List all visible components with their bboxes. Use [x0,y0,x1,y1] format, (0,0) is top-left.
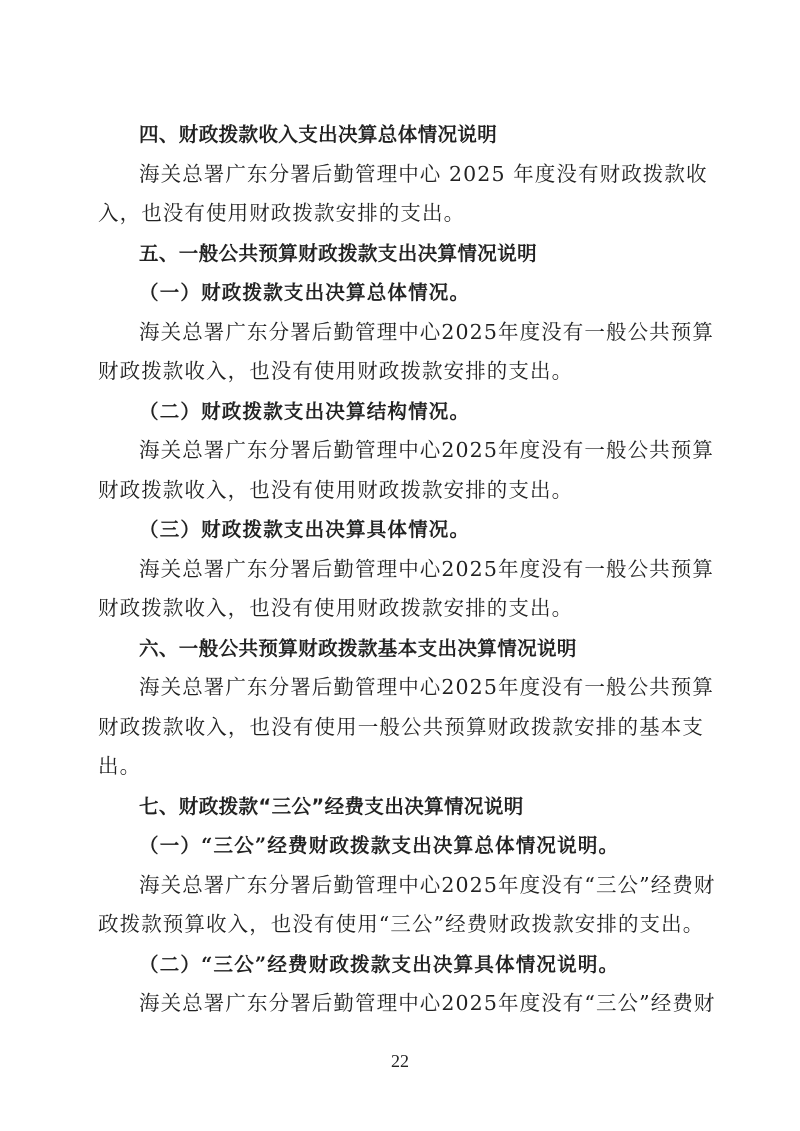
paragraph-line: 海关总署广东分署后勤管理中心2025年度没有一般公共预算 [139,438,714,462]
subsection-heading: （一）“三公”经费财政拨款支出决算总体情况说明。 [139,834,620,857]
paragraph-line: 海关总署广东分署后勤管理中心2025年度没有“三公”经费财 [139,872,716,897]
paragraph-line: 财政拨款收入，也没有使用一般公共预算财政拨款安排的基本支 [98,714,704,739]
section-heading-4: 四、财政拨款收入支出决算总体情况说明 [139,123,498,146]
section-heading-5: 五、一般公共预算财政拨款支出决算情况说明 [139,241,538,265]
paragraph-line: 财政拨款收入，也没有使用财政拨款安排的支出。 [98,359,574,383]
paragraph-line: 财政拨款收入，也没有使用财政拨款安排的支出。 [98,477,574,502]
paragraph-line: 入，也没有使用财政拨款安排的支出。 [98,201,466,225]
paragraph-line: 海关总署广东分署后勤管理中心2025年度没有一般公共预算 [139,556,714,581]
document-body [98,115,716,1024]
section-heading-6: 六、一般公共预算财政拨款基本支出决算情况说明 [139,636,577,660]
paragraph-line: 海关总署广东分署后勤管理中心2025年度没有一般公共预算 [139,319,714,344]
paragraph-line: 海关总署广东分署后勤管理中心2025年度没有一般公共预算 [139,675,714,699]
subsection-heading: （二）财政拨款支出决算结构情况。 [139,399,471,423]
paragraph-line: 财政拨款收入，也没有使用财政拨款安排的支出。 [98,596,574,620]
paragraph-line: 政拨款预算收入，也没有使用“三公”经费财政拨款安排的支出。 [98,912,705,936]
paragraph-line: 海关总署广东分署后勤管理中心 2025 年度没有财政拨款收 [139,161,708,186]
section-heading-7: 七、财政拨款“三公”经费支出决算情况说明 [139,794,524,818]
paragraph-line: 海关总署广东分署后勤管理中心2025年度没有“三公”经费财 [139,991,716,1015]
subsection-heading: （三）财政拨款支出决算具体情况。 [139,518,471,541]
subsection-heading: （一）财政拨款支出决算总体情况。 [139,281,471,304]
subsection-heading: （二）“三公”经费财政拨款支出决算具体情况说明。 [139,952,620,976]
page-number: 22 [391,1051,409,1071]
paragraph-line: 出。 [98,754,142,778]
